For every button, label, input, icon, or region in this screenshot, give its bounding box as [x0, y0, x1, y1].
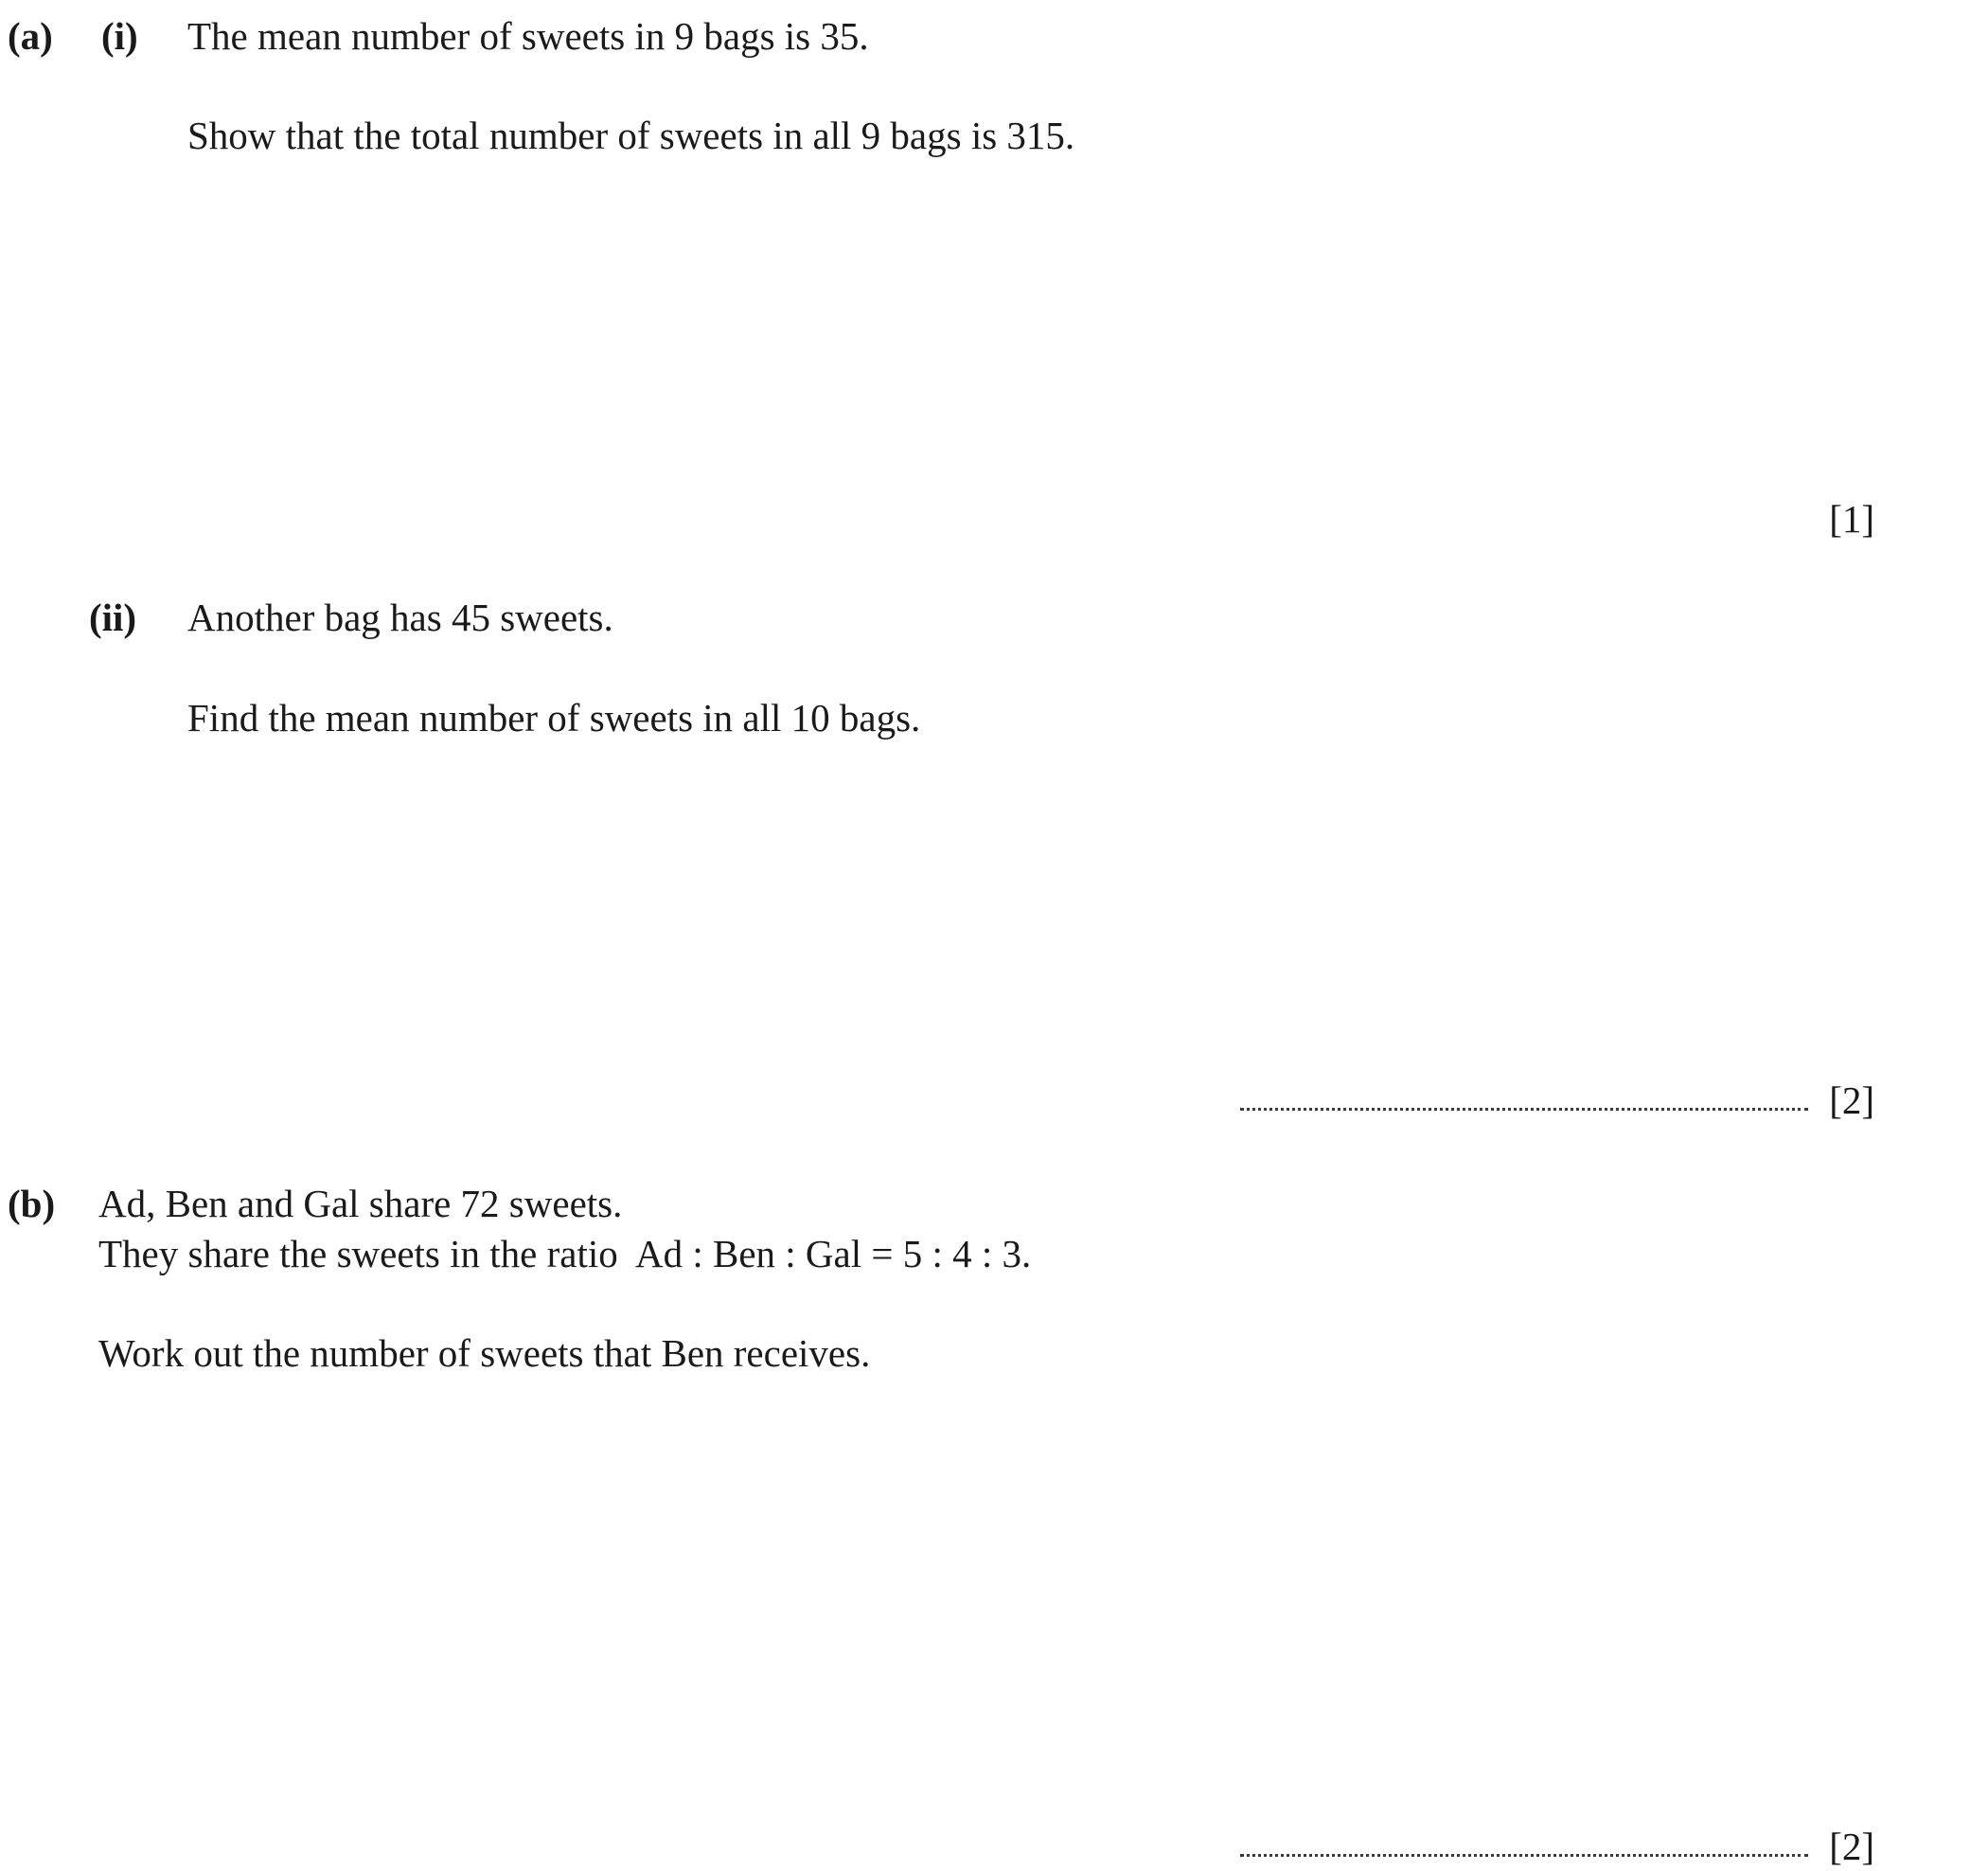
- part-a-ii-statement: Another bag has 45 sweets.: [187, 596, 613, 639]
- part-a-ii-marks: [2]: [1829, 1078, 1874, 1122]
- part-b-answer-line[interactable]: [1240, 1854, 1808, 1857]
- part-a-label: (a): [8, 14, 53, 58]
- part-b-marks: [2]: [1829, 1825, 1874, 1868]
- part-a-i-instruction: Show that the total number of sweets in all 9 bags is 315.: [187, 114, 1075, 157]
- part-a-i-label: (i): [101, 14, 138, 58]
- part-a-ii-label: (ii): [89, 596, 137, 639]
- part-a-ii-instruction: Find the mean number of sweets in all 10 bags.: [187, 696, 921, 739]
- part-b-label: (b): [8, 1182, 56, 1225]
- part-b-line2: They share the sweets in the ratio Ad : Ben : Gal = 5 : 4 : 3.: [98, 1232, 1032, 1275]
- part-a-ii-answer-line[interactable]: [1240, 1108, 1808, 1111]
- part-b-line1: Ad, Ben and Gal share 72 sweets.: [98, 1182, 623, 1225]
- part-a-i-marks: [1]: [1829, 497, 1874, 541]
- part-b-instruction: Work out the number of sweets that Ben receives.: [98, 1331, 871, 1375]
- part-a-i-statement: The mean number of sweets in 9 bags is 35.: [187, 14, 869, 58]
